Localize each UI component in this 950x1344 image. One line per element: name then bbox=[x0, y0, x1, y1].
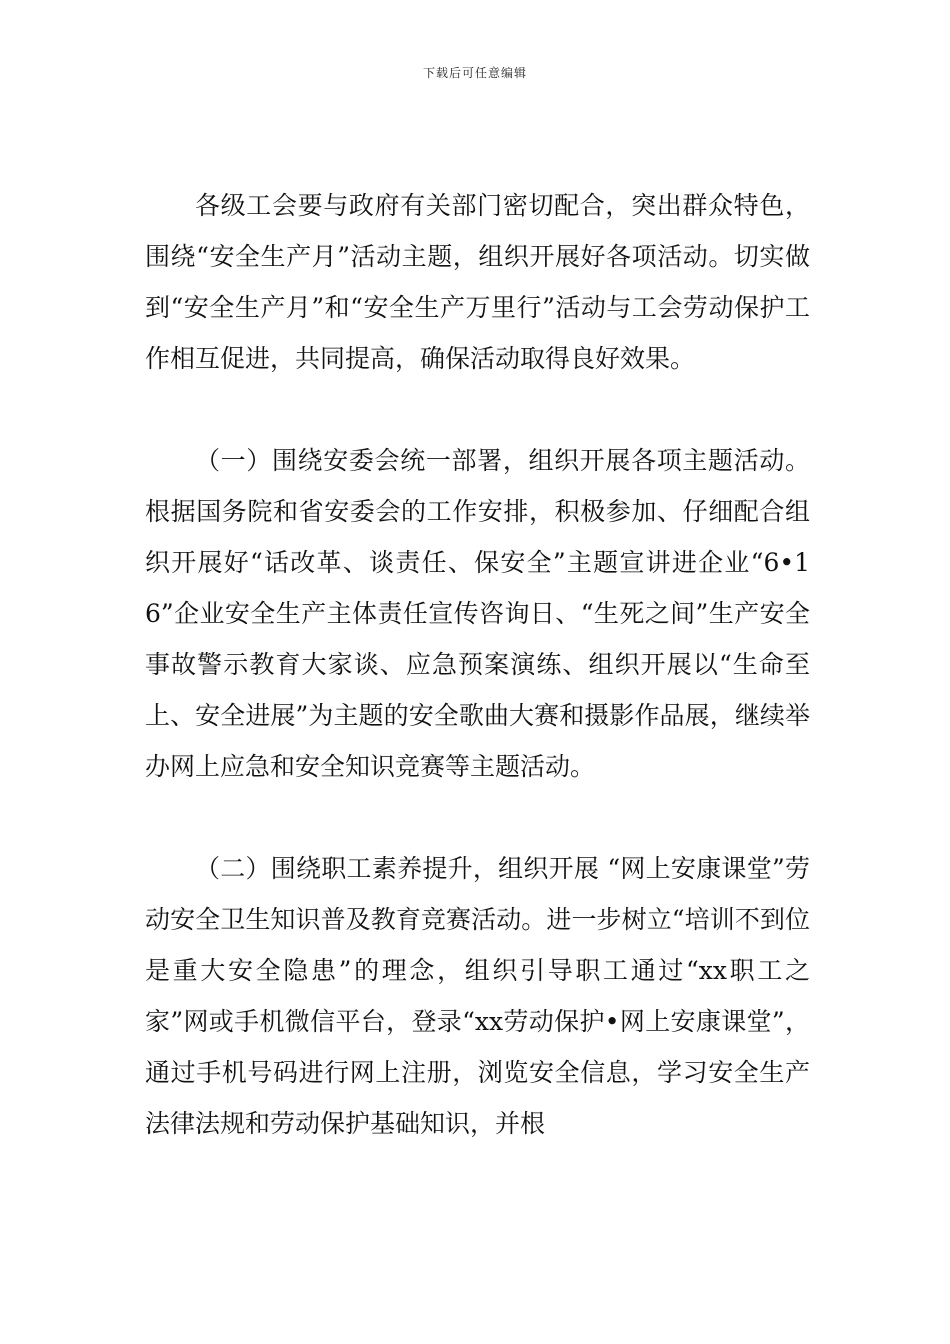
paragraph-intro: 各级工会要与政府有关部门密切配合，突出群众特色，围绕“安全生产月”活动主题，组织开展好各项活动。切实做到“安全生产月”和“安全生产万里行”活动与工会劳动保护工作相互促进，共同提高，确保活动取得良好效果。 bbox=[145, 191, 810, 373]
paragraph-section-2: （二）围绕职工素养提升，组织开展 “网上安康课堂”劳动安全卫生知识普及教育竞赛活动。进一步树立“培训不到位是重大安全隐患”的理念，组织引导职工通过“xx职工之家”网或手机微信平台，登录“xx劳动保护•网上安康课堂”，通过手机号码进行网上注册，浏览安全信息，学习安全生产法律法规和劳动保护基础知识，并根 bbox=[145, 854, 810, 1138]
paragraph-section-1: （一）围绕安委会统一部署，组织开展各项主题活动。根据国务院和省安委会的工作安排，积极参加、仔细配合组织开展好“话改革、谈责任、保安全”主题宣讲进企业“6•16”企业安全生产主体责任宣传咨询日、“生死之间”生产安全事故警示教育大家谈、应急预案演练、组织开展以“生命至上、安全进展”为主题的安全歌曲大赛和摄影作品展，继续举办网上应急和安全知识竞赛等主题活动。 bbox=[145, 446, 810, 781]
document-body bbox=[145, 180, 810, 1149]
page-header: 下载后可任意编辑 bbox=[422, 66, 527, 80]
